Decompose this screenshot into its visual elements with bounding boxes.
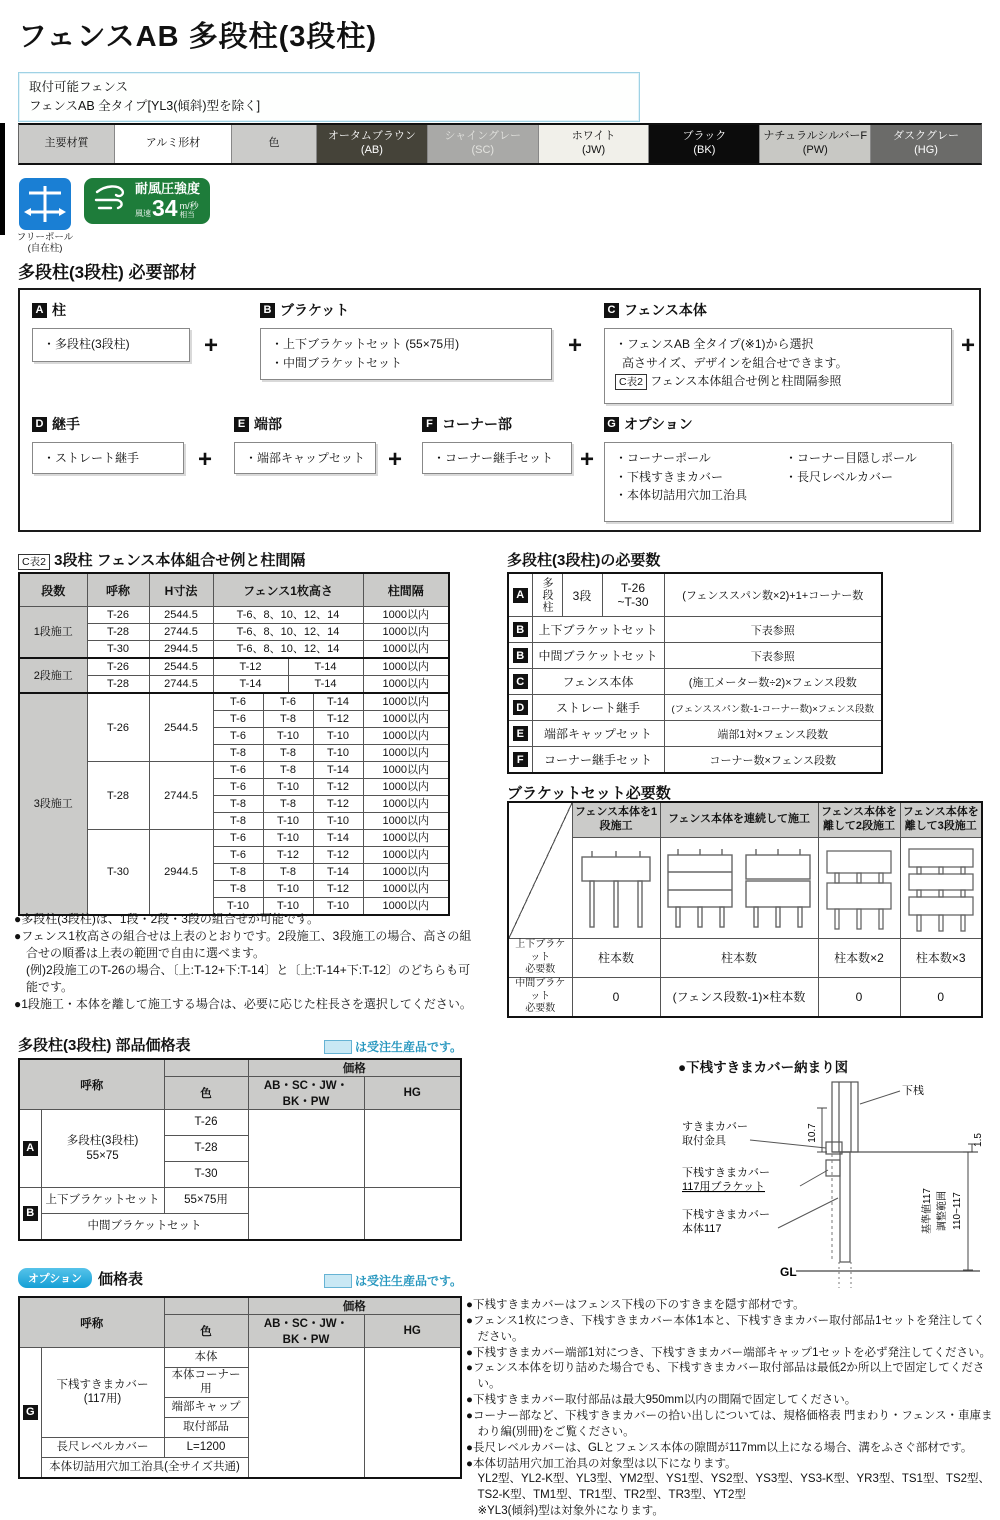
part-key-f: F [422,417,437,432]
price-cell-empty [248,1110,364,1188]
table-row: T-10 T-10 T-10 1000以内 [19,898,449,916]
wind-prefix: 風速 [135,208,151,218]
cover-figure-title: ●下桟すきまカバー納まり図 [678,1060,849,1075]
price-cell-empty [248,1188,364,1241]
table-row: 色 AB・SC・JW・BK・PW HG [19,1315,461,1348]
table-row: 長尺レベルカバー L=1200 [19,1437,461,1457]
part-f-name: コーナー部 [442,416,512,432]
dim-110-117: 110~117 [952,1192,963,1230]
part-e-header [234,414,282,434]
cover-figure [682,1078,984,1298]
parts-box [18,288,981,532]
part-f-header [422,414,512,434]
table-row: 中間ブラケット 必要数 0 (フェンス段数-1)×柱本数 0 0 [508,977,982,1017]
table-row: T-8 T-10 T-12 1000以内 [19,881,449,898]
wind-icon [94,182,128,221]
label-gl: GL [780,1265,797,1279]
req-table [507,572,883,774]
c2-heading: C表2 3段柱 フェンス本体組合せ例と柱間隔 [18,549,305,570]
table-row: T-6 T-8 T-12 1000以内 [19,711,449,728]
attachable-fence-value: フェンスAB 全タイプ[YL3(傾斜)型を除く] [29,98,261,113]
part-key-e: E [234,417,249,432]
dim-1-5: 1.5 [973,1133,984,1147]
table-row: T-28 2744.5 T-6、8、10、12、14 1000以内 [19,624,449,641]
req-heading: 多段柱(3段柱)の必要数 [507,552,661,569]
material-label: 主要材質 [19,125,114,163]
plus-sign: + [204,332,219,359]
part-a-box: ・多段柱(3段柱) [32,328,190,362]
table-row: T-8 T-10 T-10 1000以内 [19,813,449,830]
table-row: 取付部品 [19,1417,461,1437]
c2-notes: ●多段柱(3段柱)は、1段・2段・3段の組合せが可能です。 ●フェンス1枚高さの組合せは上表のとおりです。2段施工、3段施工の場合、高さの組合せの順番は上表の範囲で自由に選べます。 (例)2段施工のT-26の場合、〔上:T-12+下:T-14〕と〔上:T-14+下:T-12〕のどちらも可能です。 ●1段施工・本体を離して施工する場合は、必要に応じた柱長さを選択してください。 [14,912,472,1012]
plus-sign: + [388,446,403,473]
price-cell-empty [364,1348,461,1478]
label-kanagu-1: すきまカバー [682,1121,748,1133]
color-swatch-bk: ブラック (BK) [648,125,759,163]
part-key-d: D [32,417,47,432]
parts-price-table [18,1058,462,1241]
page-edge-marker [0,123,5,235]
fence-diagram-separated-2 [818,838,900,939]
label-shimozan: 下桟 [902,1085,924,1097]
label-body117-2: 本体117 [682,1223,722,1235]
part-g-header [604,414,693,434]
c2-h-span: 柱間隔 [363,573,449,607]
table-row: T-28 2744.5 T-14 T-14 1000以内 [19,676,449,694]
wind-text [135,182,200,219]
table-row: T-8 T-8 T-12 1000以内 [19,796,449,813]
material-color-bar [18,123,982,165]
part-b-name: ブラケット [280,302,350,318]
parts-price-heading-row [18,1034,462,1055]
price-cell-empty [364,1188,461,1241]
color-swatch-ab: オータムブラウン (AB) [316,125,427,163]
table-row: フェンス本体を1段施工 フェンス本体を連続して施工 フェンス本体を離して2段施工 フェンス本体を離して3段施工 [508,802,982,838]
parts-price-heading: 多段柱(3段柱) 部品価格表 [18,1037,191,1054]
option-price-table [18,1296,462,1479]
dim-adjust-range: 調整範囲 [937,1191,948,1231]
table-row: T-28 [19,1136,461,1162]
attachable-fence-box [18,72,640,122]
part-key-a: A [32,303,47,318]
part-c-ref: C表2 フェンス本体組合せ例と柱間隔参照 [615,372,941,391]
plus-sign: + [568,332,583,359]
req-key-a: A [513,588,528,603]
color-label: 色 [231,125,316,163]
dim-10-7: 10.7 [807,1123,818,1143]
option-badge: オプション [18,1268,92,1288]
table-row: D ストレート継手 (フェンススパン数-1-コーナー数)×フェンス段数 [508,695,882,721]
table-row: C フェンス本体 (施工メーター数÷2)×フェンス段数 [508,669,882,695]
label-bracket117-2: 117用ブラケット [682,1181,765,1193]
part-g-col2: ・コーナー目隠しポール ・長尺レベルカバー [785,451,917,484]
color-swatch-sc: シャイングレー (SC) [427,125,538,163]
color-swatch-hg: ダスクグレー (HG) [870,125,981,163]
part-key-b: B [260,303,275,318]
part-b-box: ・上下ブラケットセット (55×75用) ・中間ブラケットセット [260,328,552,380]
table-row: 1段施工 T-26 2544.5 T-6、8、10、12、14 1000以内 [19,607,449,624]
bracket-table [507,801,983,1018]
c2-h-size: H寸法 [149,573,213,607]
wind-value-row [135,194,200,221]
table-row [508,838,982,939]
table-row: G 下桟すきまカバー (117用) 本体 [19,1348,461,1368]
part-e-name: 端部 [254,416,282,432]
fence-diagram-separated-3 [900,838,982,939]
c2-h-name: 呼称 [87,573,149,607]
part-f-box: ・コーナー継手セット [422,442,572,474]
freepole-icon [19,178,71,230]
table-row: 端部キャップ [19,1397,461,1417]
parts-section-heading: 多段柱(3段柱) 必要部材 [18,263,197,282]
c2-tag: C表2 [18,554,50,570]
c2-h-height: フェンス1枚高さ [213,573,363,607]
table-row: T-28 2744.5 T-6 T-8 T-14 1000以内 [19,762,449,779]
dim-base-117: 基準値117 [922,1188,933,1234]
table-row: 中間ブラケットセット [19,1214,461,1241]
table-row: 本体切詰用穴加工治具(全サイズ共通) [19,1457,461,1478]
table-row: 本体コーナー用 [19,1368,461,1398]
part-d-box: ・ストレート継手 [32,442,184,474]
price-cell-empty [364,1110,461,1188]
table-row: B 上下ブラケットセット 55×75用 [19,1188,461,1214]
option-price-heading-row [18,1268,462,1289]
table-row: T-30 2944.5 T-6 T-10 T-14 1000以内 [19,830,449,847]
table-row: F コーナー継手セット コーナー数×フェンス段数 [508,747,882,774]
table-row: T-8 T-8 T-10 1000以内 [19,745,449,762]
part-e-box: ・端部キャップセット [234,442,376,474]
table-row: T-30 [19,1162,461,1188]
label-bracket117-1: 下桟すきまカバー [682,1167,770,1179]
part-key-g: G [604,417,619,432]
part-a-name: 柱 [52,302,66,318]
option-price-heading: オプション 価格表 [18,1268,143,1289]
diagonal-cell [508,802,572,939]
table-row: 呼称 価格 [19,1059,461,1077]
table-row: 上下ブラケット 必要数 柱本数 柱本数 柱本数×2 柱本数×3 [508,939,982,978]
made-to-order-note: は受注生産品です。 [324,1038,462,1055]
c2-header-row [19,573,449,607]
table-row: 色 AB・SC・JW・BK・PW HG [19,1077,461,1110]
made-to-order-note: は受注生産品です。 [324,1272,462,1289]
wind-value: 34 [152,194,178,221]
wind-resistance-badge [84,178,210,224]
wind-unit: m/秒 相当 [179,200,199,220]
bracket-heading: ブラケットセット必要数 [507,785,671,802]
bottom-notes: ●下桟すきまカバーはフェンス下桟の下のすきまを隠す部材です。 ●フェンス1枚につき、下桟すきまカバー本体1本と、下桟すきまカバー取付部品1セットを発注してください。 ●下桟すきまカバー端部1対につき、下桟すきまカバー端部キャップ1セットを必ず発注してください。 ●フェンス本体を切り詰めた場合でも、下桟すきまカバー取付部品は最低2か所以上で固定してください。 ●下桟すきまカバー取付部品は最大950mm以内の間隔で固定してください。 ●コーナー部など、下桟すきまカバーの拾い出しについては、規格価格表 門まわり・フェンス・車庫まわり編(別冊)をご覧ください。 ●長尺レベルカバーは、GLとフェンス本体の隙間が117mm以上になる場合、溝をふさぐ部材です。 ●本体切詰用穴加工治具の対象型は以下になります。 YL2型、YL2-K型、YL3型、YM2型、YS1型、YS2型、YS3型、YS3-K型、YR3型、TS1型、TS2型、TS2-K型、TM1型、TR1型、TR2型、TR3型、YT2型 ※YL3(傾斜)型は対象外になります。 [466,1299,993,1518]
plus-sign: + [198,446,213,473]
attachable-fence-label: 取付可能フェンス [29,80,129,94]
table-row: A 多段柱(3段柱) 55×75 T-26 [19,1110,461,1136]
freepole-label-2: (自在柱) [27,243,63,255]
plus-sign: + [580,446,595,473]
fence-diagram-continuous [660,838,818,939]
part-g-name: オプション [624,416,693,432]
fence-diagram-single [572,838,660,939]
page-title: フェンスAB 多段柱(3段柱) [18,21,378,53]
part-g-box: ・コーナーポール ・下桟すきまカバー ・本体切詰用穴加工治具 ・コーナー目隠しポール ・長尺レベルカバー [604,442,952,522]
table-row: E 端部キャップセット 端部1対×フェンス段数 [508,721,882,747]
blank-header [164,1059,248,1077]
label-body117-1: 下桟すきまカバー [682,1209,770,1221]
price-cell-empty [248,1348,364,1478]
part-c-header [604,300,707,320]
c2-tag: C表2 [615,374,647,390]
table-row: T-6 T-10 T-10 1000以内 [19,728,449,745]
table-row: A 多段柱 3段 T-26 ~T-30 (フェンススパン数×2)+1+コーナー数 [508,573,882,617]
freepole-badge [12,178,78,255]
color-swatch-jw: ホワイト (JW) [538,125,649,163]
part-c-box: ・フェンスAB 全タイプ(※1)から選択 高さサイズ、デザインを組合せできます。 C表2 フェンス本体組合せ例と柱間隔参照 [604,328,952,404]
wind-title: 耐風圧強度 [135,181,201,197]
label-kanagu-2: 取付金具 [682,1135,726,1147]
table-row: T-6 T-12 T-12 1000以内 [19,847,449,864]
table-row: 3段施工 T-26 2544.5 T-6 T-6 T-14 1000以内 [19,693,449,711]
part-d-header [32,414,80,434]
made-to-order-swatch [324,1274,352,1288]
table-row: T-6 T-10 T-12 1000以内 [19,779,449,796]
part-d-name: 継手 [52,416,80,432]
part-key-c: C [604,303,619,318]
plus-sign: + [961,332,976,359]
table-row: T-30 2944.5 T-6、8、10、12、14 1000以内 [19,641,449,659]
table-row: 2段施工 T-26 2544.5 T-12 T-14 1000以内 [19,658,449,676]
table-row: B 上下ブラケットセット 下表参照 [508,617,882,643]
material-value: アルミ形材 [114,125,231,163]
table-row: T-8 T-8 T-14 1000以内 [19,864,449,881]
part-a-header [32,300,66,320]
part-c-name: フェンス本体 [624,302,707,318]
made-to-order-swatch [324,1040,352,1054]
part-b-header [260,300,349,320]
blank-header [164,1297,248,1315]
c2-table [18,572,450,916]
freepole-label-1: フリーポール [16,232,74,243]
c2-h-dan: 段数 [19,573,87,607]
table-row: 呼称 価格 [19,1297,461,1315]
color-swatch-pw: ナチュラルシルバーF (PW) [759,125,870,163]
table-row: B 中間ブラケットセット 下表参照 [508,643,882,669]
